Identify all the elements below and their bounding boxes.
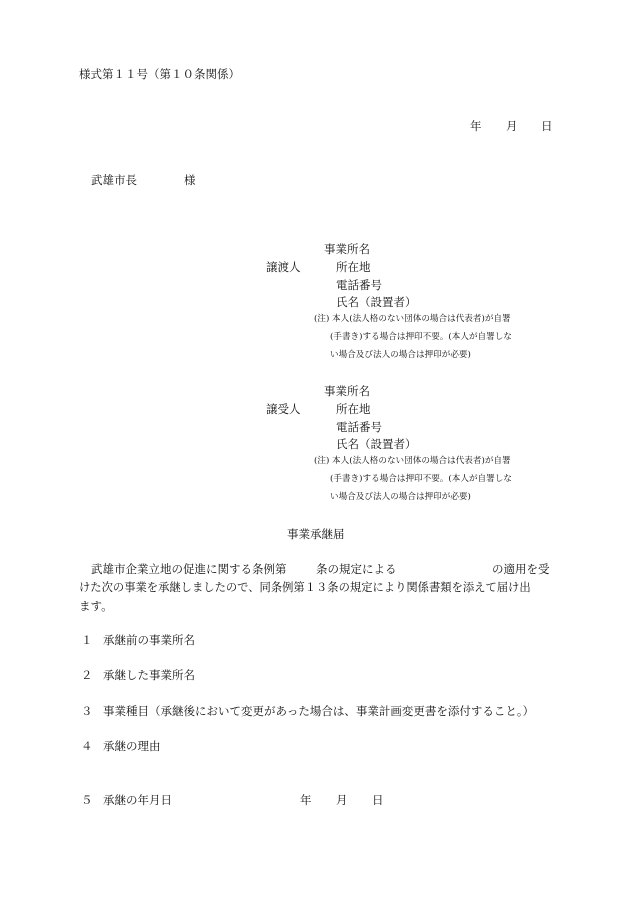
transferor-field-phone: 電話番号: [336, 278, 382, 292]
item-number: ３: [81, 704, 93, 718]
transferor-note-line: (注) 本人(法人格のない団体の場合は代表者)が自署: [314, 314, 511, 324]
item-label: 承継の理由: [103, 739, 161, 753]
transferee-note-line: (注) 本人(法人格のない団体の場合は代表者)が自署: [314, 456, 511, 466]
transferor-field-office-name: 事業所名: [324, 242, 370, 256]
body-line1-part3: の適用を受: [492, 562, 550, 576]
item-number: １: [81, 633, 93, 647]
succession-day-label: 日: [372, 793, 384, 807]
succession-year-label: 年: [300, 793, 312, 807]
transferor-role-label: 譲渡人: [266, 260, 301, 274]
transferee-field-office-name: 事業所名: [324, 384, 370, 398]
transferor-note-line: (手書き)する場合は押印不要。(本人が自署しな: [330, 332, 512, 342]
transferee-field-phone: 電話番号: [336, 420, 382, 434]
transferee-note-line: い場合及び法人の場合は押印が必要): [330, 492, 471, 502]
transferor-field-address: 所在地: [336, 260, 371, 274]
transferee-role-label: 譲受人: [266, 402, 301, 416]
addressee-honorific: 様: [184, 173, 196, 187]
transferor-field-name: 氏名（設置者）: [336, 295, 417, 309]
form-number: 様式第１１号（第１０条関係）: [79, 67, 240, 81]
addressee-mayor: 武雄市長: [91, 173, 137, 187]
item-number: ４: [81, 739, 93, 753]
item-label: 承継した事業所名: [103, 668, 195, 682]
date-day-label: 日: [541, 119, 553, 133]
body-line1-part1: 武雄市企業立地の促進に関する条例第: [91, 562, 287, 576]
body-line1-part2: 条の規定による: [316, 562, 397, 576]
item-label: 承継の年月日: [103, 793, 172, 807]
transferee-field-address: 所在地: [336, 402, 371, 416]
date-month-label: 月: [506, 119, 518, 133]
item-label: 承継前の事業所名: [103, 633, 195, 647]
body-line2: けた次の事業を承継しましたので、同条例第１３条の規定により関係書類を添えて届け出: [79, 581, 531, 594]
item-number: ２: [81, 668, 93, 682]
body-line3: ます。: [79, 599, 113, 613]
transferee-field-name: 氏名（設置者）: [336, 437, 417, 451]
succession-month-label: 月: [336, 793, 348, 807]
item-number: ５: [81, 793, 93, 807]
date-year-label: 年: [470, 119, 482, 133]
document-title: 事業承継届: [287, 527, 345, 541]
transferor-note-line: い場合及び法人の場合は押印が必要): [330, 350, 471, 360]
transferee-note-line: (手書き)する場合は押印不要。(本人が自署しな: [330, 474, 512, 484]
item-label: 事業種目（承継後において変更があった場合は、事業計画変更書を添付すること。）: [103, 704, 535, 718]
